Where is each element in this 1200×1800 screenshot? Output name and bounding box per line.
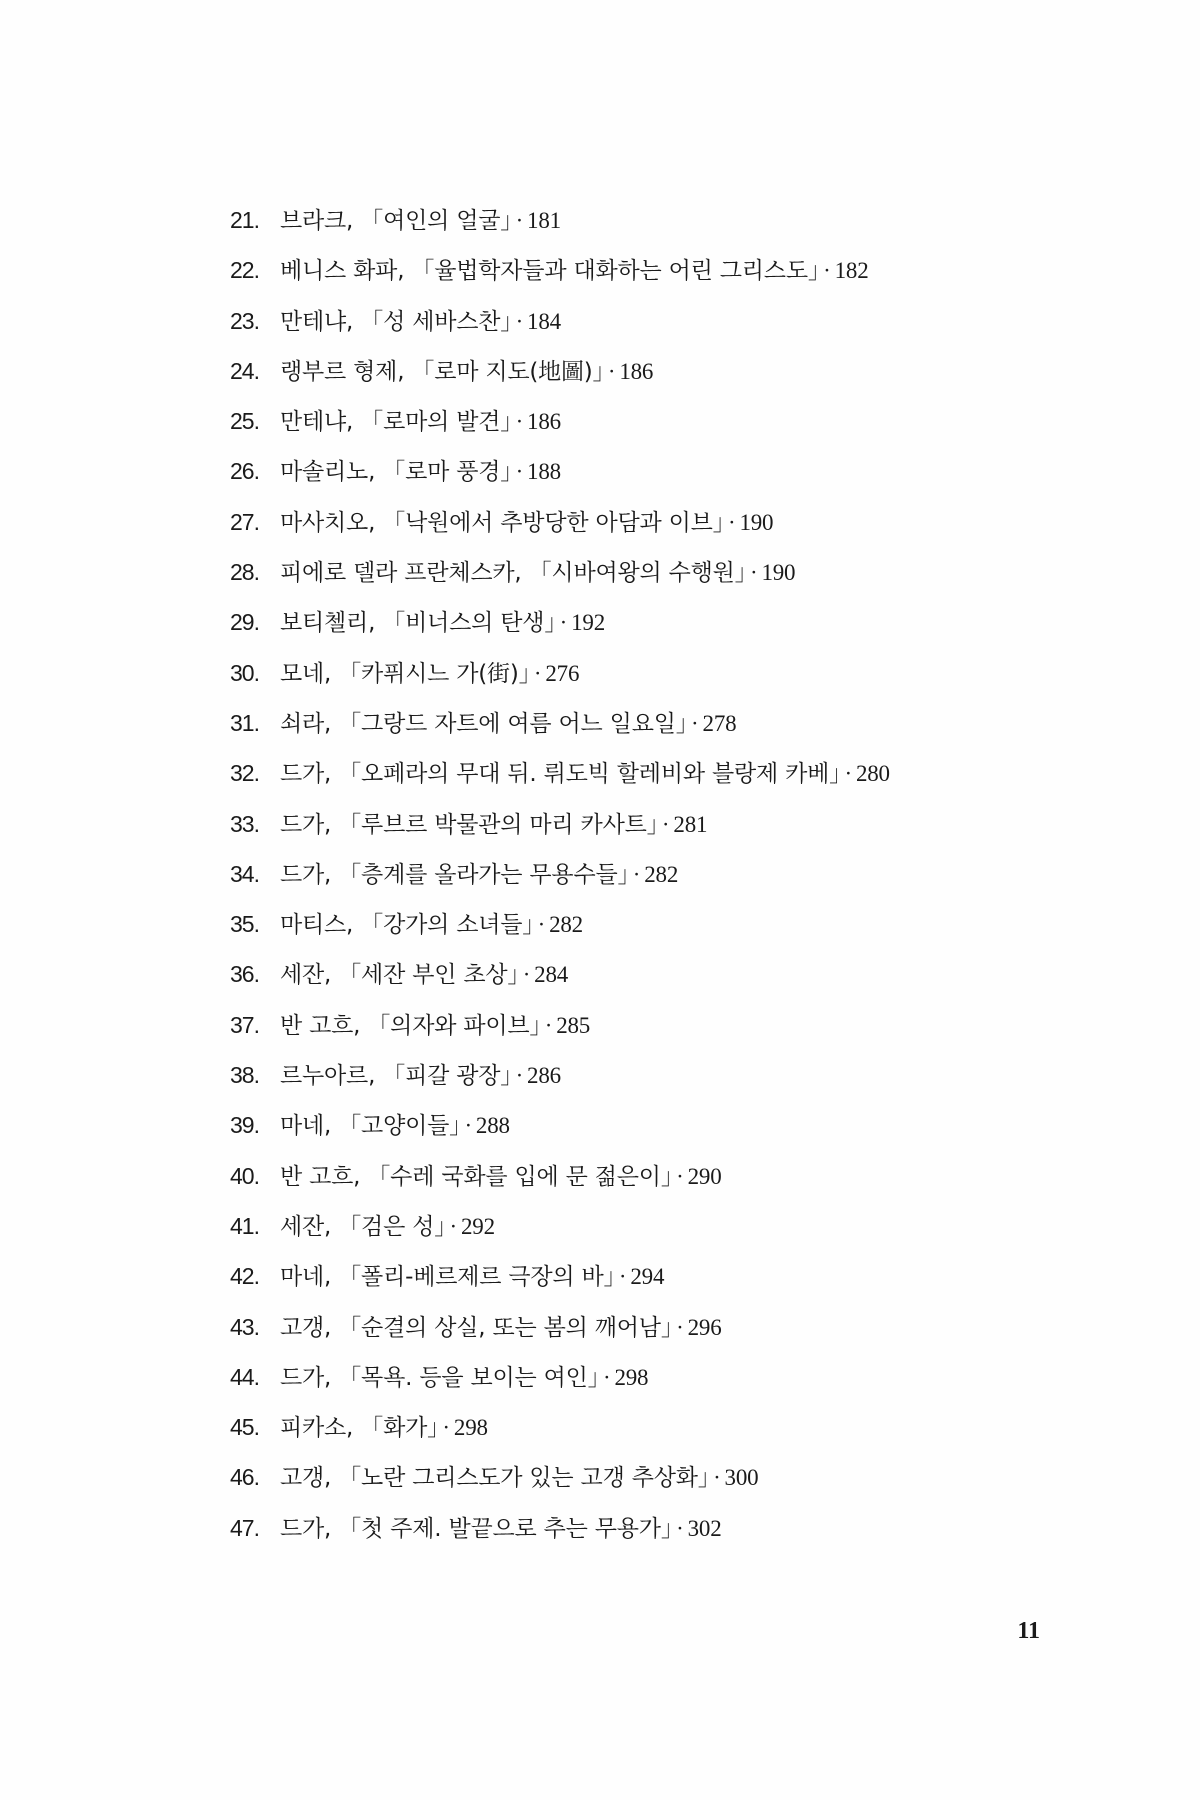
item-number: 33. <box>230 810 259 837</box>
figure-list-item <box>230 899 1130 949</box>
item-separator: · <box>632 861 641 887</box>
item-page-ref: 302 <box>687 1515 722 1541</box>
item-separator: · <box>515 459 524 485</box>
item-separator: · <box>661 811 670 837</box>
figure-list-item <box>230 597 1130 647</box>
figure-list-item <box>230 698 1130 748</box>
figure-list-item <box>230 1352 1130 1402</box>
item-title: 세잔, 「검은 성」 <box>280 1213 446 1240</box>
item-title: 베니스 화파, 「율법학자들과 대화하는 어린 그리스도」 <box>280 258 820 285</box>
item-page-ref: 282 <box>644 861 679 887</box>
figure-list-item <box>230 1452 1130 1502</box>
figure-list-item <box>230 195 1130 245</box>
item-number: 37. <box>230 1011 259 1038</box>
item-page-ref: 190 <box>739 509 774 535</box>
figure-list-item <box>230 1151 1130 1201</box>
item-title: 드가, 「첫 주제. 발끝으로 추는 무용가」 <box>280 1515 673 1542</box>
item-title: 브라크, 「여인의 얼굴」 <box>280 208 512 234</box>
figure-list-item <box>230 799 1130 849</box>
item-page-ref: 298 <box>614 1364 649 1390</box>
item-separator: · <box>691 710 699 736</box>
figure-list-item <box>230 1503 1130 1553</box>
item-title: 피에로 델라 프란체스카, 「시바여왕의 수행원」 <box>280 560 746 587</box>
item-page-ref: 280 <box>855 761 890 787</box>
item-number: 43. <box>230 1313 259 1340</box>
item-separator: · <box>515 1063 524 1089</box>
figure-list-item <box>230 497 1130 547</box>
item-title: 만테냐, 「로마의 발견」 <box>280 409 512 436</box>
figure-list-item <box>230 648 1130 698</box>
item-title: 마사치오, 「낙원에서 추방당한 아담과 이브」 <box>280 509 724 536</box>
item-page-ref: 182 <box>834 258 869 284</box>
item-number: 28. <box>230 559 259 586</box>
item-separator: · <box>544 1012 553 1038</box>
figure-list-item <box>230 1201 1130 1251</box>
item-separator: · <box>676 1515 684 1541</box>
item-number: 44. <box>230 1363 259 1390</box>
item-separator: · <box>515 208 524 233</box>
item-page-ref: 276 <box>545 660 580 686</box>
item-separator: · <box>515 308 524 334</box>
item-title: 반 고흐, 「의자와 파이브」 <box>280 1012 541 1039</box>
item-page-ref: 188 <box>527 459 561 485</box>
item-title: 마솔리노, 「로마 풍경」 <box>280 459 512 486</box>
item-title: 드가, 「층계를 올라가는 무용수들」 <box>280 861 629 888</box>
page-number: 11 <box>1017 1618 1040 1644</box>
item-number: 31. <box>230 709 259 736</box>
item-title: 마네, 「폴리-베르제르 극장의 바」 <box>280 1264 615 1291</box>
item-number: 26. <box>230 458 259 485</box>
item-separator: · <box>449 1213 457 1239</box>
item-title: 보티첼리, 「비너스의 탄생」 <box>280 610 556 637</box>
item-page-ref: 300 <box>724 1465 759 1491</box>
item-page-ref: 290 <box>687 1163 722 1189</box>
item-number: 24. <box>230 357 259 384</box>
item-separator: · <box>537 912 546 938</box>
item-number: 39. <box>230 1112 259 1139</box>
item-title: 마티스, 「강가의 소녀들」 <box>280 912 534 939</box>
item-separator: · <box>676 1163 684 1189</box>
item-number: 36. <box>230 961 259 988</box>
item-number: 22. <box>230 257 259 284</box>
figure-list-item <box>230 1000 1130 1050</box>
figure-list-item <box>230 1100 1130 1150</box>
item-separator: · <box>749 560 758 586</box>
item-separator: · <box>607 358 616 384</box>
item-number: 42. <box>230 1263 259 1290</box>
item-title: 마네, 「고양이들」 <box>280 1113 461 1140</box>
figure-list-item <box>230 1302 1130 1352</box>
figure-list-item <box>230 849 1130 899</box>
item-number: 30. <box>230 659 259 686</box>
item-number: 34. <box>230 860 259 887</box>
item-separator: · <box>713 1465 721 1491</box>
figure-list-item <box>230 1251 1130 1301</box>
item-number: 21. <box>230 207 259 233</box>
item-title: 고갱, 「순결의 상실, 또는 봄의 깨어남」 <box>280 1314 673 1341</box>
item-page-ref: 278 <box>702 710 737 736</box>
item-page-ref: 282 <box>549 912 583 938</box>
figure-list-item <box>230 949 1130 999</box>
item-title: 반 고흐, 「수레 국화를 입에 문 젊은이」 <box>280 1163 673 1190</box>
item-separator: · <box>618 1264 627 1290</box>
item-page-ref: 296 <box>687 1314 722 1340</box>
item-title: 모네, 「카퓌시느 가(街)」 <box>280 660 530 687</box>
item-number: 27. <box>230 508 259 535</box>
item-title: 세잔, 「세잔 부인 초상」 <box>280 962 519 989</box>
item-title: 쇠라, 「그랑드 자트에 여름 어느 일요일」 <box>280 710 688 737</box>
item-title: 만테냐, 「성 세바스찬」 <box>280 308 512 335</box>
item-separator: · <box>559 610 568 636</box>
item-number: 45. <box>230 1414 259 1441</box>
item-separator: · <box>727 509 736 535</box>
item-page-ref: 181 <box>527 208 561 233</box>
item-number: 23. <box>230 307 259 334</box>
item-page-ref: 298 <box>453 1415 488 1441</box>
item-number: 47. <box>230 1514 259 1541</box>
item-page-ref: 186 <box>527 409 561 435</box>
item-page-ref: 286 <box>527 1063 561 1089</box>
item-separator: · <box>823 258 831 284</box>
figure-list-item <box>230 1402 1130 1452</box>
item-number: 29. <box>230 609 259 636</box>
item-title: 르누아르, 「피갈 광장」 <box>280 1063 512 1090</box>
item-page-ref: 285 <box>556 1012 591 1038</box>
item-title: 피카소, 「화가」 <box>280 1415 439 1442</box>
item-title: 고갱, 「노란 그리스도가 있는 고갱 추상화」 <box>280 1465 710 1492</box>
item-number: 32. <box>230 760 259 787</box>
item-number: 38. <box>230 1062 259 1089</box>
item-separator: · <box>442 1415 450 1441</box>
item-page-ref: 192 <box>571 610 605 636</box>
item-number: 40. <box>230 1162 259 1189</box>
figure-list-item <box>230 346 1130 396</box>
item-page-ref: 284 <box>534 962 569 988</box>
item-page-ref: 288 <box>475 1113 510 1139</box>
item-page-ref: 292 <box>461 1213 495 1239</box>
figure-list-item <box>230 1050 1130 1100</box>
item-separator: · <box>676 1314 684 1340</box>
item-title: 랭부르 형제, 「로마 지도(地圖)」 <box>280 358 604 385</box>
item-number: 46. <box>230 1464 259 1491</box>
item-number: 35. <box>230 911 259 938</box>
figure-list-item <box>230 748 1130 798</box>
item-page-ref: 190 <box>761 560 796 586</box>
item-number: 41. <box>230 1212 259 1239</box>
figure-list-item <box>230 547 1130 597</box>
item-number: 25. <box>230 408 259 435</box>
item-separator: · <box>844 761 852 787</box>
item-title: 드가, 「목욕. 등을 보이는 여인」 <box>280 1364 599 1391</box>
item-page-ref: 281 <box>673 811 708 837</box>
item-page-ref: 294 <box>630 1264 665 1290</box>
figure-list-item <box>230 396 1130 446</box>
item-separator: · <box>533 660 542 686</box>
item-title: 드가, 「오페라의 무대 뒤. 뤼도빅 할레비와 블랑제 카베」 <box>280 761 841 788</box>
item-separator: · <box>515 409 524 435</box>
figure-list-item <box>230 296 1130 346</box>
item-separator: · <box>522 962 531 988</box>
item-title: 드가, 「루브르 박물관의 마리 카사트」 <box>280 811 658 838</box>
figure-list-item <box>230 446 1130 496</box>
item-page-ref: 184 <box>527 308 561 334</box>
figure-list <box>230 195 1130 1553</box>
figure-list-item <box>230 245 1130 295</box>
item-separator: · <box>602 1364 611 1390</box>
item-separator: · <box>464 1113 472 1139</box>
item-page-ref: 186 <box>619 358 654 384</box>
